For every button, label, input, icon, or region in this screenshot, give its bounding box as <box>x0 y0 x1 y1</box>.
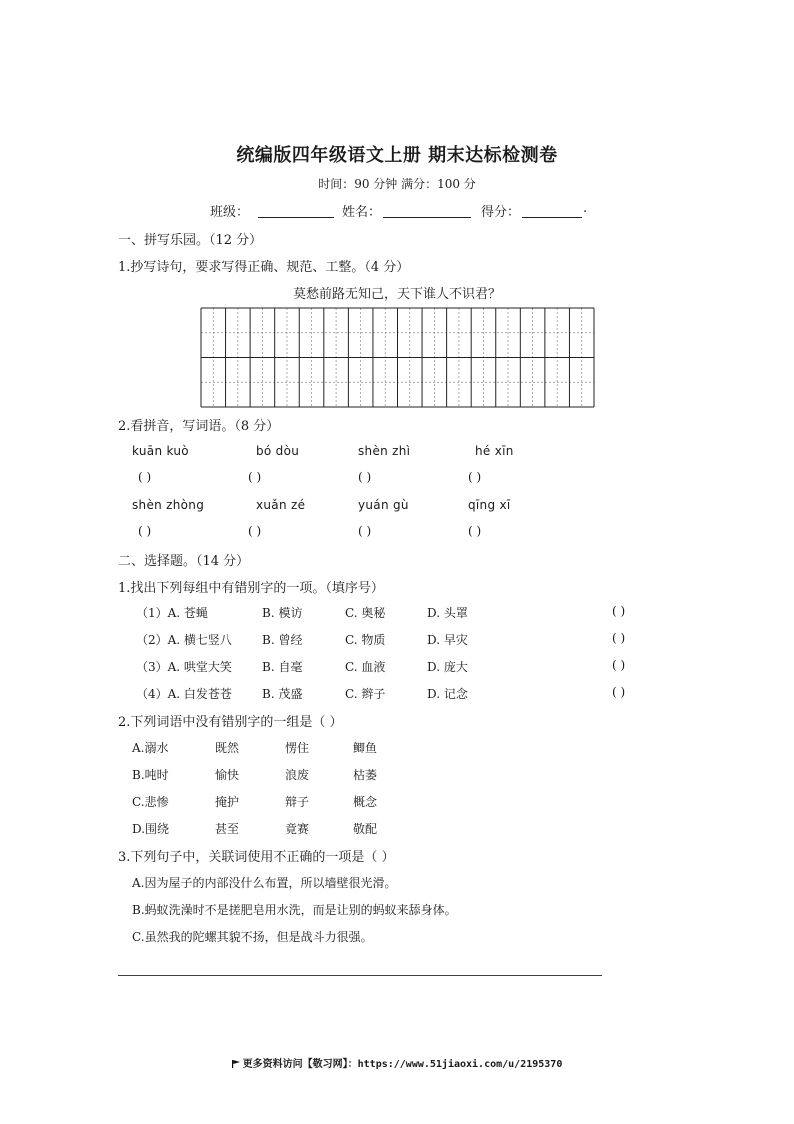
pinyin-4: hé xīn <box>475 444 514 458</box>
choice-row-4-c: C. 辫子 <box>345 687 386 701</box>
choice-row-1-c: C. 奥秘 <box>345 606 386 620</box>
word-row-d-3: 竟赛 <box>285 822 310 836</box>
name-field[interactable] <box>383 203 471 218</box>
flag-pole <box>232 1060 233 1068</box>
choice-row-4-d: D. 记念 <box>427 687 468 701</box>
choice-row-3-b: B. 自毫 <box>262 660 303 674</box>
writing-grid[interactable] <box>200 307 595 408</box>
pinyin-3: shèn zhì <box>358 444 411 458</box>
choice-row-1-d: D. 头罩 <box>427 606 468 620</box>
choice-row-2-c: C. 物质 <box>345 633 386 647</box>
section2-heading: 二、选择题。（14 分） <box>118 554 250 569</box>
answer-paren-7[interactable]: ( ) <box>358 524 372 538</box>
choice-row-2-d: D. 早灾 <box>427 633 468 647</box>
word-row-a-2: 既然 <box>215 741 240 755</box>
answer-paren-4[interactable]: ( ) <box>468 470 482 484</box>
word-row-a-1: A.溺水 <box>132 741 169 755</box>
section1-q1-label: 1.抄写诗句，要求写得正确、规范、工整。（4 分） <box>118 260 410 275</box>
word-row-a-4: 鲫鱼 <box>353 741 378 755</box>
pinyin-5: shèn zhòng <box>132 498 205 512</box>
word-row-a-3: 愣住 <box>285 741 310 755</box>
choice-row-4-answer[interactable]: ( ) <box>612 685 626 699</box>
class-field[interactable] <box>258 203 334 218</box>
footer-line[interactable] <box>0 1055 794 1070</box>
pinyin-7: yuán gù <box>358 498 409 512</box>
flag-icon <box>232 1060 240 1068</box>
section1-q2-label: 2.看拼音，写词语。（8 分） <box>118 419 280 434</box>
word-row-b-2: 愉快 <box>215 768 240 782</box>
time-score-info: 时间：90 分钟 满分：100 分 <box>318 177 476 191</box>
word-row-d-4: 敬配 <box>353 822 378 836</box>
word-row-d-2: 甚至 <box>215 822 240 836</box>
score-label: 得分： <box>481 205 521 220</box>
section1-heading: 一、拼写乐园。（12 分） <box>118 233 263 248</box>
q3-option-c: C.虽然我的陀螺其貌不扬，但是战斗力很强。 <box>132 930 373 944</box>
choice-row-1-a: （1）A. 苍蝇 <box>136 606 208 620</box>
score-field[interactable] <box>522 203 582 218</box>
answer-paren-6[interactable]: ( ) <box>248 524 262 538</box>
footer-link-text[interactable]: 更多资料访问【敬习网】：https://www.51jiaoxi.com/u/2195370 <box>242 1059 563 1070</box>
word-row-c-2: 掩护 <box>215 795 240 809</box>
word-row-c-4: 概念 <box>353 795 378 809</box>
pinyin-1: kuān kuò <box>132 444 189 458</box>
class-label: 班级： <box>210 205 250 220</box>
pinyin-2: bó dòu <box>256 444 300 458</box>
choice-row-1-b: B. 模访 <box>262 606 303 620</box>
poem-line: 莫愁前路无知己，天下谁人不识君？ <box>292 287 501 302</box>
word-row-c-1: C.悲惨 <box>132 795 169 809</box>
pinyin-8: qīng xī <box>468 498 511 512</box>
pinyin-6: xuǎn zé <box>256 498 306 512</box>
answer-paren-8[interactable]: ( ) <box>468 524 482 538</box>
page-title: 统编版四年级语文上册 期末达标检测卷 <box>236 145 558 166</box>
q3-option-a: A.因为屋子的内部没什么布置，所以墙壁很光滑。 <box>132 876 397 890</box>
choice-row-3-answer[interactable]: ( ) <box>612 658 626 672</box>
bottom-divider <box>118 975 602 976</box>
choice-row-1-answer[interactable]: ( ) <box>612 604 626 618</box>
answer-paren-2[interactable]: ( ) <box>248 470 262 484</box>
flag-cloth <box>233 1060 240 1064</box>
q3-option-b: B.蚂蚁洗澡时不是搓肥皂用水洗，而是让别的蚂蚁来舔身体。 <box>132 903 457 917</box>
section2-q3-label: 3.下列句子中，关联词使用不正确的一项是（ ） <box>118 850 395 865</box>
choice-row-2-a: （2）A. 横七竖八 <box>136 633 232 647</box>
choice-row-3-d: D. 庞大 <box>427 660 468 674</box>
word-row-b-3: 浪废 <box>285 768 310 782</box>
answer-paren-1[interactable]: ( ) <box>138 470 152 484</box>
section2-q2-label: 2.下列词语中没有错别字的一组是（ ） <box>118 715 343 730</box>
choice-row-2-answer[interactable]: ( ) <box>612 631 626 645</box>
answer-paren-5[interactable]: ( ) <box>138 524 152 538</box>
choice-row-3-c: C. 血液 <box>345 660 386 674</box>
end-mark: . <box>583 201 588 216</box>
word-row-b-4: 枯萎 <box>353 768 378 782</box>
choice-row-3-a: （3）A. 哄堂大笑 <box>136 660 232 674</box>
choice-row-4-b: B. 茂盛 <box>262 687 303 701</box>
word-row-c-3: 辩子 <box>285 795 310 809</box>
section2-q1-label: 1.找出下列每组中有错别字的一项。（填序号） <box>118 581 384 596</box>
word-row-b-1: B.吨时 <box>132 768 169 782</box>
name-label: 姓名： <box>342 205 382 220</box>
choice-row-4-a: （4）A. 白发苍苍 <box>136 687 232 701</box>
word-row-d-1: D.围绕 <box>132 822 170 836</box>
choice-row-2-b: B. 曾经 <box>262 633 303 647</box>
answer-paren-3[interactable]: ( ) <box>358 470 372 484</box>
